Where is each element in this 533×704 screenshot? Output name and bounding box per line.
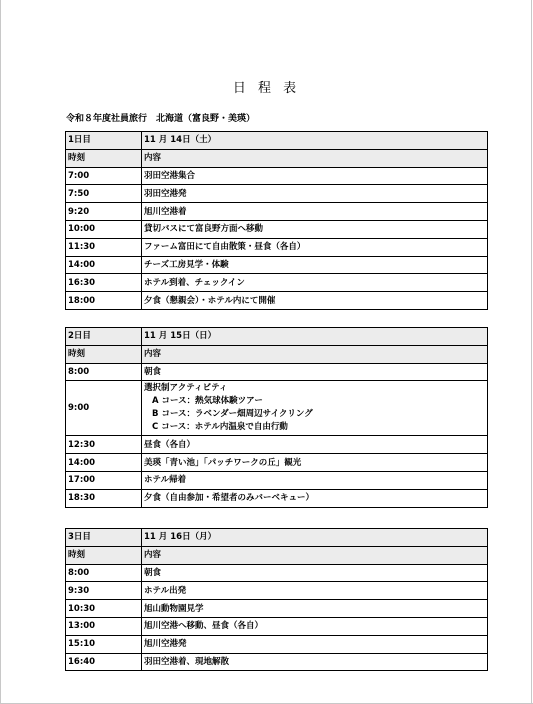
day-header-row xyxy=(66,529,488,547)
document-subtitle: 令和８年度社員旅行 北海道（富良野・美瑛） xyxy=(66,114,256,124)
content-column-header: 内容 xyxy=(142,345,488,363)
page-edge xyxy=(0,0,1,704)
page-edge xyxy=(531,0,532,704)
time-cell: 14:00 xyxy=(66,256,142,274)
content-cell: チーズ工房見学・体験 xyxy=(142,256,488,274)
time-column-header: 時刻 xyxy=(66,149,142,167)
activity-heading: 選択制アクティビティ xyxy=(144,383,228,394)
content-cell: 貸切バスにて富良野方面へ移動 xyxy=(142,220,488,238)
day-date: 11 月 16日（月） xyxy=(142,529,488,547)
table-row xyxy=(66,471,488,489)
table-row xyxy=(66,203,488,221)
content-cell: ホテル帰着 xyxy=(142,471,488,489)
table-row xyxy=(66,292,488,310)
table-row xyxy=(66,489,488,507)
time-cell: 8:00 xyxy=(66,564,142,582)
table-row xyxy=(66,185,488,203)
table-row xyxy=(66,617,488,635)
content-cell: 朝食 xyxy=(142,564,488,582)
content-cell: 夕食（自由参加・希望者のみバーベキュー） xyxy=(142,489,488,507)
content-cell: ファーム富田にて自由散策・昼食（各自） xyxy=(142,238,488,256)
time-cell: 10:30 xyxy=(66,600,142,618)
activity-option: C コース：ホテル内温泉で自由行動 xyxy=(152,422,288,433)
column-header-row xyxy=(66,345,488,363)
time-cell: 12:30 xyxy=(66,436,142,454)
column-header-row xyxy=(66,149,488,167)
table-row xyxy=(66,220,488,238)
table-row xyxy=(66,256,488,274)
activity-option: A コース：熱気球体験ツアー xyxy=(152,396,263,407)
table-row xyxy=(66,238,488,256)
day-date: 11 月 15日（日） xyxy=(142,328,488,346)
content-cell: 羽田空港発 xyxy=(142,185,488,203)
time-cell: 9:00 xyxy=(66,381,142,436)
content-column-header: 内容 xyxy=(142,149,488,167)
table-row xyxy=(66,582,488,600)
table-row xyxy=(66,363,488,381)
time-cell: 8:00 xyxy=(66,363,142,381)
content-cell: 旭川空港着 xyxy=(142,203,488,221)
table-row xyxy=(66,635,488,653)
time-cell: 16:40 xyxy=(66,653,142,671)
day-label: 2日目 xyxy=(66,328,142,346)
table-row xyxy=(66,436,488,454)
page-title: 日 程 表 xyxy=(232,81,301,96)
time-cell: 17:00 xyxy=(66,471,142,489)
content-cell: ホテル到着、チェックイン xyxy=(142,274,488,292)
content-column-header: 内容 xyxy=(142,546,488,564)
time-cell: 18:00 xyxy=(66,292,142,310)
time-cell: 7:00 xyxy=(66,167,142,185)
time-cell: 10:00 xyxy=(66,220,142,238)
time-cell: 7:50 xyxy=(66,185,142,203)
time-cell: 11:30 xyxy=(66,238,142,256)
schedule-table-day1 xyxy=(65,131,488,310)
table-row xyxy=(66,564,488,582)
time-cell: 18:30 xyxy=(66,489,142,507)
content-cell: 旭山動物園見学 xyxy=(142,600,488,618)
time-cell: 15:10 xyxy=(66,635,142,653)
schedule-table-day2 xyxy=(65,327,488,508)
content-cell: 美瑛「青い池」「パッチワークの丘」観光 xyxy=(142,454,488,472)
day-date: 11 月 14日（土） xyxy=(142,132,488,150)
content-cell: ホテル出発 xyxy=(142,582,488,600)
schedule-table-day3 xyxy=(65,528,488,671)
table-row xyxy=(66,167,488,185)
day-label: 3日目 xyxy=(66,529,142,547)
content-cell: 夕食（懇親会）・ホテル内にて開催 xyxy=(142,292,488,310)
time-cell: 16:30 xyxy=(66,274,142,292)
time-cell: 14:00 xyxy=(66,454,142,472)
table-row xyxy=(66,454,488,472)
content-cell: 昼食（各自） xyxy=(142,436,488,454)
content-cell xyxy=(142,381,488,436)
time-cell: 9:30 xyxy=(66,582,142,600)
activity-option: B コース：ラベンダー畑周辺サイクリング xyxy=(152,409,313,420)
table-row xyxy=(66,274,488,292)
time-column-header: 時刻 xyxy=(66,546,142,564)
table-row xyxy=(66,381,488,436)
table-row xyxy=(66,653,488,671)
content-cell: 羽田空港着、現地解散 xyxy=(142,653,488,671)
time-column-header: 時刻 xyxy=(66,345,142,363)
day-header-row xyxy=(66,328,488,346)
content-cell: 朝食 xyxy=(142,363,488,381)
time-cell: 9:20 xyxy=(66,203,142,221)
day-label: 1日目 xyxy=(66,132,142,150)
content-cell: 羽田空港集合 xyxy=(142,167,488,185)
content-cell: 旭川空港へ移動、昼食（各自） xyxy=(142,617,488,635)
day-header-row xyxy=(66,132,488,150)
time-cell: 13:00 xyxy=(66,617,142,635)
column-header-row xyxy=(66,546,488,564)
table-row xyxy=(66,600,488,618)
content-cell: 旭川空港発 xyxy=(142,635,488,653)
